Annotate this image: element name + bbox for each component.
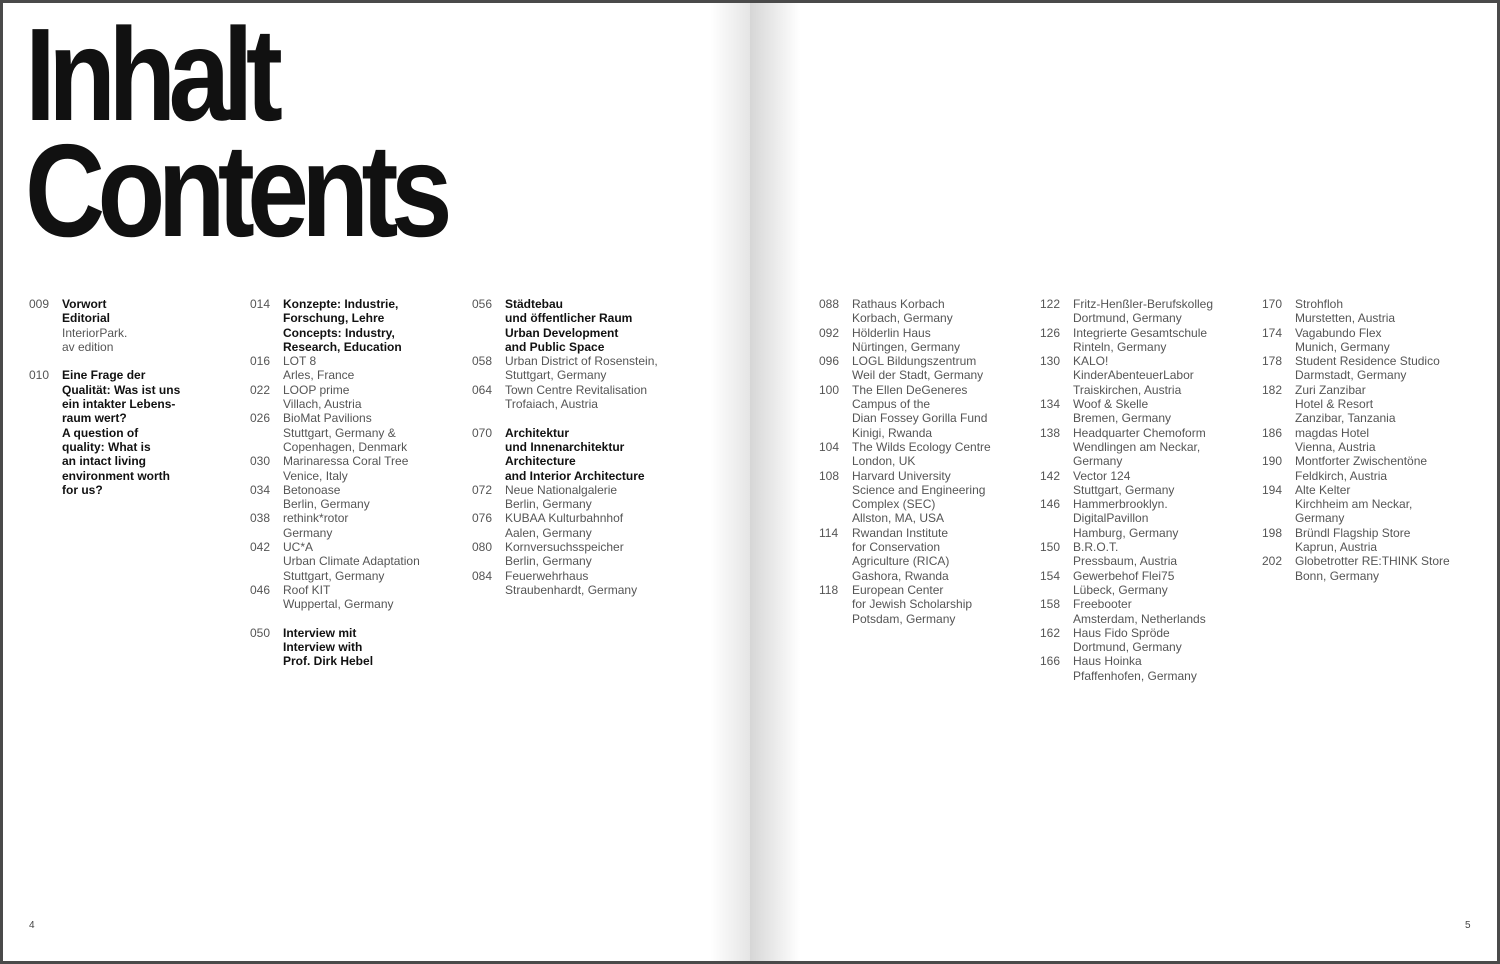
toc-entry-line: Wendlingen am Neckar, [1073, 439, 1201, 454]
toc-page-number: 070 [472, 425, 493, 440]
toc-entry-text [852, 583, 1019, 626]
toc-page-number: 190 [1262, 454, 1283, 469]
toc-page-number: 178 [1262, 354, 1283, 369]
toc-entry-text [505, 483, 712, 512]
toc-entry-text [1073, 540, 1250, 569]
toc-entry-line: Bonn, Germany [1295, 568, 1380, 583]
toc-page-number: 130 [1040, 354, 1061, 369]
toc-entry-line: Student Residence Studico [1295, 354, 1440, 369]
toc-entry[interactable] [250, 511, 460, 540]
toc-page-number: 080 [472, 540, 493, 555]
toc-page-number: 114 [819, 525, 839, 540]
toc-entry-text [852, 326, 1019, 355]
toc-entry-line: Berlin, Germany [505, 497, 592, 512]
toc-section-title: Vorwort [62, 297, 107, 311]
toc-entry-text [1073, 497, 1250, 540]
toc-entry-line: Pfaffenhofen, Germany [1073, 668, 1197, 683]
toc-entry[interactable] [1262, 326, 1487, 355]
toc-page-number: 150 [1040, 540, 1061, 555]
toc-entry-text [1295, 554, 1487, 583]
toc-section-title: and Interior Architecture [505, 468, 645, 483]
toc-entry-line: Vagabundo Flex [1295, 325, 1382, 340]
toc-section-title: Concepts: Industry, [283, 325, 395, 340]
toc-section-title: environment worth [62, 468, 171, 483]
toc-entry[interactable] [819, 440, 1019, 469]
toc-entry-line: Agriculture (RICA) [852, 554, 950, 569]
toc-entry-line: Kornversuchsspeicher [505, 540, 624, 555]
toc-entry-text [1073, 397, 1250, 426]
toc-entry-text [1073, 654, 1250, 683]
toc-entry-text [852, 354, 1019, 383]
toc-entry-line: London, UK [852, 454, 916, 469]
toc-entry[interactable] [250, 540, 460, 583]
toc-entry[interactable] [819, 583, 1019, 626]
toc-entry-text [1073, 297, 1250, 326]
toc-entry-text [1073, 469, 1250, 498]
toc-entry-line: Fritz-Henßler-Berufskolleg [1073, 297, 1214, 311]
right-page [750, 3, 1497, 961]
toc-entry-text [62, 297, 219, 354]
toc-section-title: Research, Education [283, 339, 402, 354]
toc-entry-line: Korbach, Germany [852, 311, 953, 326]
toc-section-title: an intact living [62, 454, 147, 469]
toc-entry-line: Stuttgart, Germany [505, 368, 607, 383]
toc-entry[interactable] [250, 297, 460, 354]
toc-page-number: 186 [1262, 425, 1283, 440]
toc-entry-line: Lübeck, Germany [1073, 582, 1168, 597]
toc-entry-line: Straubenhardt, Germany [505, 582, 638, 597]
contents-column-3 [472, 297, 712, 597]
toc-page-number: 166 [1040, 654, 1061, 669]
toc-entry-line: Amsterdam, Netherlands [1073, 611, 1206, 626]
toc-section-title: Städtebau [505, 297, 564, 311]
toc-page-number: 014 [250, 297, 271, 311]
toc-section-title: Prof. Dirk Hebel [283, 654, 374, 669]
toc-entry[interactable] [819, 526, 1019, 583]
toc-entry-text [852, 383, 1019, 440]
toc-entry[interactable] [1040, 497, 1250, 540]
toc-entry[interactable] [472, 540, 712, 569]
toc-page-number: 042 [250, 540, 271, 555]
toc-section-title: and Public Space [505, 339, 605, 354]
toc-page-number: 142 [1040, 468, 1061, 483]
toc-section-title: A question of [62, 425, 139, 440]
toc-page-number: 170 [1262, 297, 1283, 311]
toc-entry-line: Berlin, Germany [283, 497, 370, 512]
toc-entry-text [1295, 326, 1487, 355]
toc-entry-line: Kaprun, Austria [1295, 540, 1378, 555]
toc-entry-line: Weil der Stadt, Germany [852, 368, 984, 383]
toc-entry-line: Germany [1295, 511, 1345, 526]
toc-entry[interactable] [1040, 426, 1250, 469]
toc-entry-line: Bremen, Germany [1073, 411, 1172, 426]
toc-entry-line: Bründl Flagship Store [1295, 525, 1411, 540]
toc-entry-text [505, 511, 712, 540]
toc-entry-line: Kinigi, Rwanda [852, 425, 933, 440]
toc-entry[interactable] [472, 426, 712, 483]
toc-entry-text [283, 411, 460, 454]
toc-page-number: 072 [472, 482, 493, 497]
toc-section-title: Architektur [505, 425, 570, 440]
toc-page-number: 064 [472, 382, 493, 397]
toc-entry[interactable] [819, 469, 1019, 526]
toc-page-number: 138 [1040, 425, 1061, 440]
toc-page-number: 146 [1040, 497, 1061, 512]
toc-entry-line: European Center [852, 582, 944, 597]
toc-entry-line: for Conservation [852, 540, 941, 555]
toc-entry-line: Gewerbehof Flei75 [1073, 568, 1175, 583]
toc-entry[interactable] [1040, 397, 1250, 426]
toc-entry[interactable] [250, 454, 460, 483]
toc-entry-text [283, 626, 460, 669]
toc-entry[interactable] [250, 354, 460, 383]
toc-entry[interactable] [1040, 297, 1250, 326]
toc-entry-line: Villach, Austria [283, 397, 362, 412]
toc-entry[interactable] [1040, 626, 1250, 655]
toc-entry[interactable] [1262, 354, 1487, 383]
toc-entry[interactable] [1262, 297, 1487, 326]
toc-section-title: Interview with [283, 640, 363, 655]
toc-entry-line: Kirchheim am Neckar, [1295, 497, 1413, 512]
toc-entry-line: Dortmund, Germany [1073, 311, 1182, 326]
toc-page-number: 088 [819, 297, 840, 311]
page-number-right: 5 [1465, 920, 1471, 931]
toc-entry-line: rethink*rotor [283, 511, 349, 526]
toc-page-number: 182 [1262, 382, 1283, 397]
toc-page-number: 038 [250, 511, 271, 526]
toc-entry-line: Vector 124 [1073, 468, 1131, 483]
toc-entry-text [505, 354, 712, 383]
toc-entry-line: Gashora, Rwanda [852, 568, 949, 583]
toc-entry-line: InteriorPark. [62, 325, 128, 340]
contents-column-6 [1262, 297, 1487, 583]
toc-page-number: 084 [472, 568, 493, 583]
toc-entry-line: Roof KIT [283, 582, 331, 597]
toc-entry[interactable] [819, 297, 1019, 326]
toc-entry[interactable] [1040, 326, 1250, 355]
toc-entry-text [505, 383, 712, 412]
toc-entry-line: Complex (SEC) [852, 497, 936, 512]
toc-entry-text [283, 297, 460, 354]
toc-page-number: 009 [29, 297, 50, 311]
toc-page-number: 122 [1040, 297, 1061, 311]
toc-entry-text [1295, 483, 1487, 526]
toc-page-number: 104 [819, 439, 840, 454]
toc-page-number: 046 [250, 582, 271, 597]
toc-section-title: ein intakter Lebens- [62, 397, 176, 412]
toc-entry[interactable] [1040, 597, 1250, 626]
toc-entry-text [505, 297, 712, 354]
toc-entry-text [505, 426, 712, 483]
toc-entry-line: DigitalPavillon [1073, 511, 1149, 526]
toc-page-number: 056 [472, 297, 493, 311]
toc-section-title: quality: What is [62, 439, 151, 454]
toc-entry-line: Betonoase [283, 482, 341, 497]
toc-entry-text [1295, 383, 1487, 426]
toc-page-number: 022 [250, 382, 271, 397]
toc-entry[interactable] [1262, 526, 1487, 555]
toc-entry-line: Marinaressa Coral Tree [283, 454, 409, 469]
heading-german: Inhalt [25, 3, 276, 148]
toc-page-number: 108 [819, 468, 840, 483]
toc-entry[interactable] [1040, 354, 1250, 397]
toc-entry-text [283, 354, 460, 383]
toc-entry-line: Berlin, Germany [505, 554, 592, 569]
gutter-shadow [710, 3, 750, 961]
toc-entry[interactable] [250, 411, 460, 454]
left-page [3, 3, 750, 961]
toc-entry-line: Nürtingen, Germany [852, 339, 961, 354]
toc-entry[interactable] [250, 626, 460, 669]
toc-page-number: 158 [1040, 597, 1061, 612]
toc-entry[interactable] [250, 583, 460, 612]
toc-entry-line: LOGL Bildungszentrum [852, 354, 977, 369]
toc-page-number: 100 [819, 382, 840, 397]
toc-page-number: 076 [472, 511, 493, 526]
toc-page-number: 058 [472, 354, 493, 369]
toc-entry-text [1073, 626, 1250, 655]
toc-entry-line: Urban Climate Adaptation [283, 554, 420, 569]
toc-entry-text [1295, 354, 1487, 383]
toc-entry-line: Haus Fido Spröde [1073, 625, 1170, 640]
toc-entry-line: Arles, France [283, 368, 355, 383]
toc-entry-line: Rwandan Institute [852, 525, 949, 540]
toc-page-number: 050 [250, 625, 271, 640]
toc-entry[interactable] [472, 569, 712, 598]
toc-entry-line: Alte Kelter [1295, 482, 1351, 497]
toc-entry-line: Darmstadt, Germany [1295, 368, 1407, 383]
toc-entry-text [283, 383, 460, 412]
toc-entry-text [505, 569, 712, 598]
toc-entry-text [1295, 454, 1487, 483]
toc-entry-line: Headquarter Chemoform [1073, 425, 1206, 440]
toc-entry-line: Wuppertal, Germany [283, 597, 394, 612]
toc-entry[interactable] [29, 297, 219, 354]
toc-entry-line: Feuerwehrhaus [505, 568, 589, 583]
toc-entry-text [283, 511, 460, 540]
toc-entry[interactable] [472, 383, 712, 412]
toc-entry[interactable] [1262, 554, 1487, 583]
toc-entry-line: Munich, Germany [1295, 339, 1390, 354]
toc-section-title: Forschung, Lehre [283, 311, 385, 326]
toc-entry-line: Copenhagen, Denmark [283, 439, 408, 454]
toc-entry-line: Germany [1073, 454, 1123, 469]
toc-entry-line: Trofaiach, Austria [505, 397, 598, 412]
toc-entry-line: Neue Nationalgalerie [505, 482, 618, 497]
toc-entry-line: for Jewish Scholarship [852, 597, 973, 612]
toc-page-number: 162 [1040, 625, 1061, 640]
toc-entry-text [283, 540, 460, 583]
toc-entry-line: Venice, Italy [283, 468, 348, 483]
toc-entry-line: KinderAbenteuerLabor [1073, 368, 1194, 383]
toc-section-title: Konzepte: Industrie, [283, 297, 399, 311]
toc-entry-line: Globetrotter RE:THINK Store [1295, 554, 1450, 569]
toc-entry-text [283, 583, 460, 612]
toc-entry-line: Dian Fossey Gorilla Fund [852, 411, 988, 426]
toc-entry[interactable] [1040, 469, 1250, 498]
toc-entry-line: UC*A [283, 540, 314, 555]
toc-entry[interactable] [1262, 426, 1487, 455]
toc-entry[interactable] [819, 326, 1019, 355]
toc-entry-line: Urban District of Rosenstein, [505, 354, 658, 369]
contents-column-4 [819, 297, 1019, 626]
toc-entry-text [1073, 426, 1250, 469]
toc-entry-line: Strohfloh [1295, 297, 1344, 311]
toc-section-title: raum wert? [62, 411, 127, 426]
toc-entry-line: Murstetten, Austria [1295, 311, 1396, 326]
toc-entry-text [852, 469, 1019, 526]
toc-entry-line: Rathaus Korbach [852, 297, 945, 311]
toc-entry-text [1295, 426, 1487, 455]
toc-entry-line: Zanzibar, Tanzania [1295, 411, 1396, 426]
toc-entry-line: Allston, MA, USA [852, 511, 945, 526]
toc-entry-line: magdas Hotel [1295, 425, 1370, 440]
toc-entry-line: Stuttgart, Germany & [283, 425, 396, 440]
toc-page-number: 134 [1040, 397, 1061, 412]
contents-column-5 [1040, 297, 1250, 683]
toc-entry-line: Integrierte Gesamtschule [1073, 325, 1208, 340]
toc-entry-line: Hammerbrooklyn. [1073, 497, 1168, 512]
toc-entry[interactable] [819, 383, 1019, 440]
toc-page-number: 034 [250, 482, 271, 497]
toc-entry-text [283, 483, 460, 512]
toc-entry[interactable] [472, 511, 712, 540]
toc-entry-text [1073, 569, 1250, 598]
toc-entry-line: LOOP prime [283, 382, 350, 397]
toc-entry-text [505, 540, 712, 569]
toc-entry-line: Woof & Skelle [1073, 397, 1149, 412]
toc-entry[interactable] [29, 368, 219, 497]
toc-section-title: und Innenarchitektur [505, 439, 625, 454]
toc-entry[interactable] [1262, 383, 1487, 426]
toc-entry[interactable] [250, 383, 460, 412]
toc-page-number: 202 [1262, 554, 1283, 569]
toc-entry-line: Haus Hoinka [1073, 654, 1142, 669]
toc-entry-line: LOT 8 [283, 354, 317, 369]
toc-section-title: Urban Development [505, 325, 619, 340]
toc-entry-line: Germany [283, 525, 333, 540]
toc-section-title: Architecture [505, 454, 576, 469]
toc-entry-text [1295, 526, 1487, 555]
toc-entry-line: KUBAA Kulturbahnhof [505, 511, 624, 526]
toc-entry-line: Hamburg, Germany [1073, 525, 1179, 540]
toc-entry-line: Harvard University [852, 468, 951, 483]
toc-entry-line: Stuttgart, Germany [1073, 482, 1175, 497]
toc-entry[interactable] [250, 483, 460, 512]
toc-entry[interactable] [472, 483, 712, 512]
toc-entry-line: Dortmund, Germany [1073, 640, 1182, 655]
toc-entry-line: Campus of the [852, 397, 931, 412]
toc-entry[interactable] [1040, 540, 1250, 569]
toc-entry-text [1073, 354, 1250, 397]
toc-entry-line: Stuttgart, Germany [283, 568, 385, 583]
toc-entry[interactable] [1040, 654, 1250, 683]
toc-page-number: 096 [819, 354, 840, 369]
toc-entry-line: Hotel & Resort [1295, 397, 1374, 412]
toc-entry-line: av edition [62, 339, 114, 354]
toc-entry-text [852, 440, 1019, 469]
toc-entry-text [852, 297, 1019, 326]
toc-section-title: Editorial [62, 311, 111, 326]
toc-entry-text [1295, 297, 1487, 326]
toc-entry-text [62, 368, 219, 497]
toc-page-number: 154 [1040, 568, 1061, 583]
toc-entry-line: B.R.O.T. [1073, 540, 1119, 555]
toc-page-number: 194 [1262, 482, 1283, 497]
toc-entry-text [852, 526, 1019, 583]
toc-entry-line: The Ellen DeGeneres [852, 382, 968, 397]
toc-entry-text [283, 454, 460, 483]
toc-entry-text [1073, 597, 1250, 626]
toc-page-number: 026 [250, 411, 271, 426]
gutter-shadow [750, 3, 800, 961]
toc-section-title: Eine Frage der [62, 368, 146, 383]
toc-entry-line: Zuri Zanzibar [1295, 382, 1366, 397]
toc-entry-line: The Wilds Ecology Centre [852, 439, 991, 454]
toc-entry-line: Potsdam, Germany [852, 611, 956, 626]
toc-section-title: Qualität: Was ist uns [62, 382, 181, 397]
toc-section-title: und öffentlicher Raum [505, 311, 633, 326]
toc-entry-line: BioMat Pavilions [283, 411, 372, 426]
toc-entry-line: Pressbaum, Austria [1073, 554, 1178, 569]
toc-entry-line: Freebooter [1073, 597, 1132, 612]
page-number-left: 4 [29, 920, 35, 931]
toc-entry-line: Montforter Zwischentöne [1295, 454, 1428, 469]
toc-page-number: 174 [1262, 325, 1283, 340]
toc-entry[interactable] [472, 354, 712, 383]
toc-page-number: 092 [819, 325, 840, 340]
toc-section-title: Interview mit [283, 625, 357, 640]
toc-page-number: 198 [1262, 525, 1283, 540]
toc-entry-line: Rinteln, Germany [1073, 339, 1167, 354]
toc-entry-text [1073, 326, 1250, 355]
toc-page-number: 010 [29, 368, 50, 383]
toc-entry[interactable] [819, 354, 1019, 383]
toc-entry[interactable] [472, 297, 712, 354]
toc-page-number: 030 [250, 454, 271, 469]
toc-entry-line: Aalen, Germany [505, 525, 592, 540]
toc-section-title: for us? [62, 482, 103, 497]
toc-entry-line: Traiskirchen, Austria [1073, 382, 1182, 397]
toc-entry-line: Town Centre Revitalisation [505, 382, 648, 397]
toc-entry[interactable] [1040, 569, 1250, 598]
contents-column-1 [29, 297, 219, 497]
toc-page-number: 118 [819, 582, 839, 597]
toc-entry-line: Vienna, Austria [1295, 439, 1376, 454]
toc-entry-line: Hölderlin Haus [852, 325, 931, 340]
toc-entry[interactable] [1262, 483, 1487, 526]
toc-page-number: 016 [250, 354, 271, 369]
toc-entry[interactable] [1262, 454, 1487, 483]
heading-english: Contents [25, 117, 445, 264]
toc-entry-line: Science and Engineering [852, 482, 986, 497]
contents-column-2 [250, 297, 460, 669]
toc-page-number: 126 [1040, 325, 1061, 340]
toc-entry-line: Feldkirch, Austria [1295, 468, 1388, 483]
toc-entry-line: KALO! [1073, 354, 1109, 369]
